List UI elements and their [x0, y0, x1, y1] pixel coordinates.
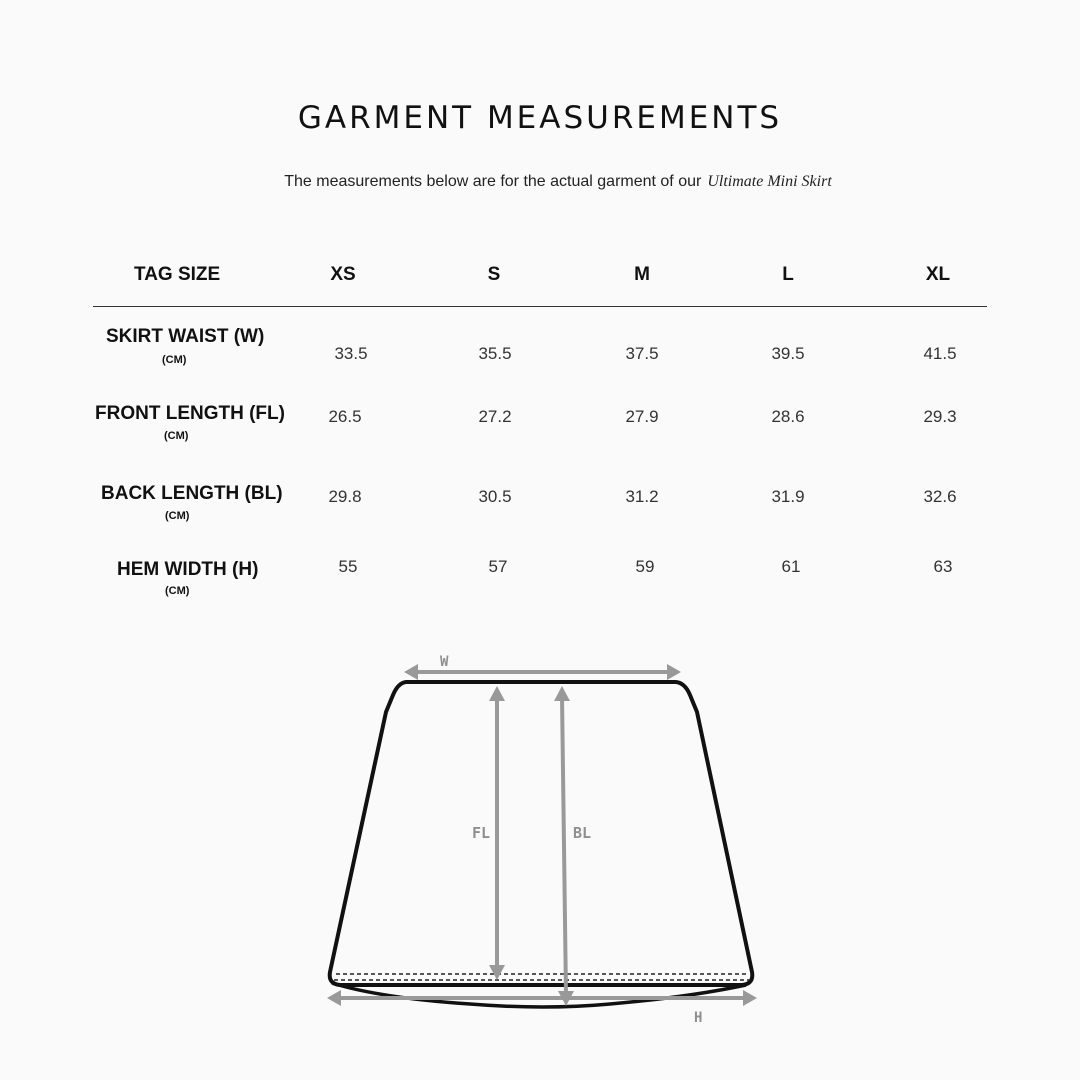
row-unit: (CM): [165, 510, 190, 522]
table-cell: 55: [338, 557, 358, 576]
page-title: GARMENT MEASUREMENTS: [297, 100, 783, 136]
row-label-skirt-waist: SKIRT WAIST (W): [106, 326, 265, 347]
hem-arrow: [327, 990, 757, 1006]
header-size-xl: XL: [925, 264, 951, 285]
subtitle-text: The measurements below are for the actual garment of our: [284, 173, 702, 190]
table-cell: 32.6: [923, 487, 957, 506]
table-cell: 29.3: [923, 407, 957, 426]
row-unit: (CM): [164, 430, 189, 442]
row-unit: (CM): [162, 354, 187, 366]
header-size-l: L: [782, 264, 794, 285]
table-cell: 31.2: [625, 487, 659, 506]
header-size-m: M: [634, 264, 650, 285]
table-cell: 37.5: [625, 344, 659, 363]
table-cell: 63: [933, 557, 953, 576]
front-length-label: FL: [472, 824, 491, 842]
header-tag-size: TAG SIZE: [134, 264, 221, 285]
back-length-arrow: [554, 686, 574, 1006]
table-cell: 28.6: [771, 407, 805, 426]
row-unit: (CM): [165, 585, 190, 597]
header-size-xs: XS: [330, 264, 356, 285]
product-name: Ultimate Mini Skirt: [707, 173, 832, 190]
row-label-hem-width: HEM WIDTH (H): [117, 559, 259, 580]
table-cell: 29.8: [328, 487, 362, 506]
skirt-outline: [330, 682, 753, 985]
row-label-front-length: FRONT LENGTH (FL): [95, 403, 285, 424]
table-cell: 26.5: [328, 407, 362, 426]
table-cell: 30.5: [478, 487, 512, 506]
table-cell: 61: [781, 557, 801, 576]
back-length-label: BL: [573, 824, 592, 842]
hem-label: H: [694, 1010, 703, 1026]
waist-label: W: [440, 654, 449, 670]
table-cell: 35.5: [478, 344, 512, 363]
table-cell: 27.9: [625, 407, 659, 426]
table-cell: 57: [488, 557, 508, 576]
table-cell: 41.5: [923, 344, 957, 363]
table-cell: 27.2: [478, 407, 512, 426]
table-cell: 39.5: [771, 344, 805, 363]
header-size-s: S: [487, 264, 501, 285]
table-cell: 59: [635, 557, 655, 576]
table-cell: 33.5: [334, 344, 368, 363]
table-cell: 31.9: [771, 487, 805, 506]
row-label-back-length: BACK LENGTH (BL): [101, 483, 283, 504]
front-length-arrow: [489, 686, 505, 980]
